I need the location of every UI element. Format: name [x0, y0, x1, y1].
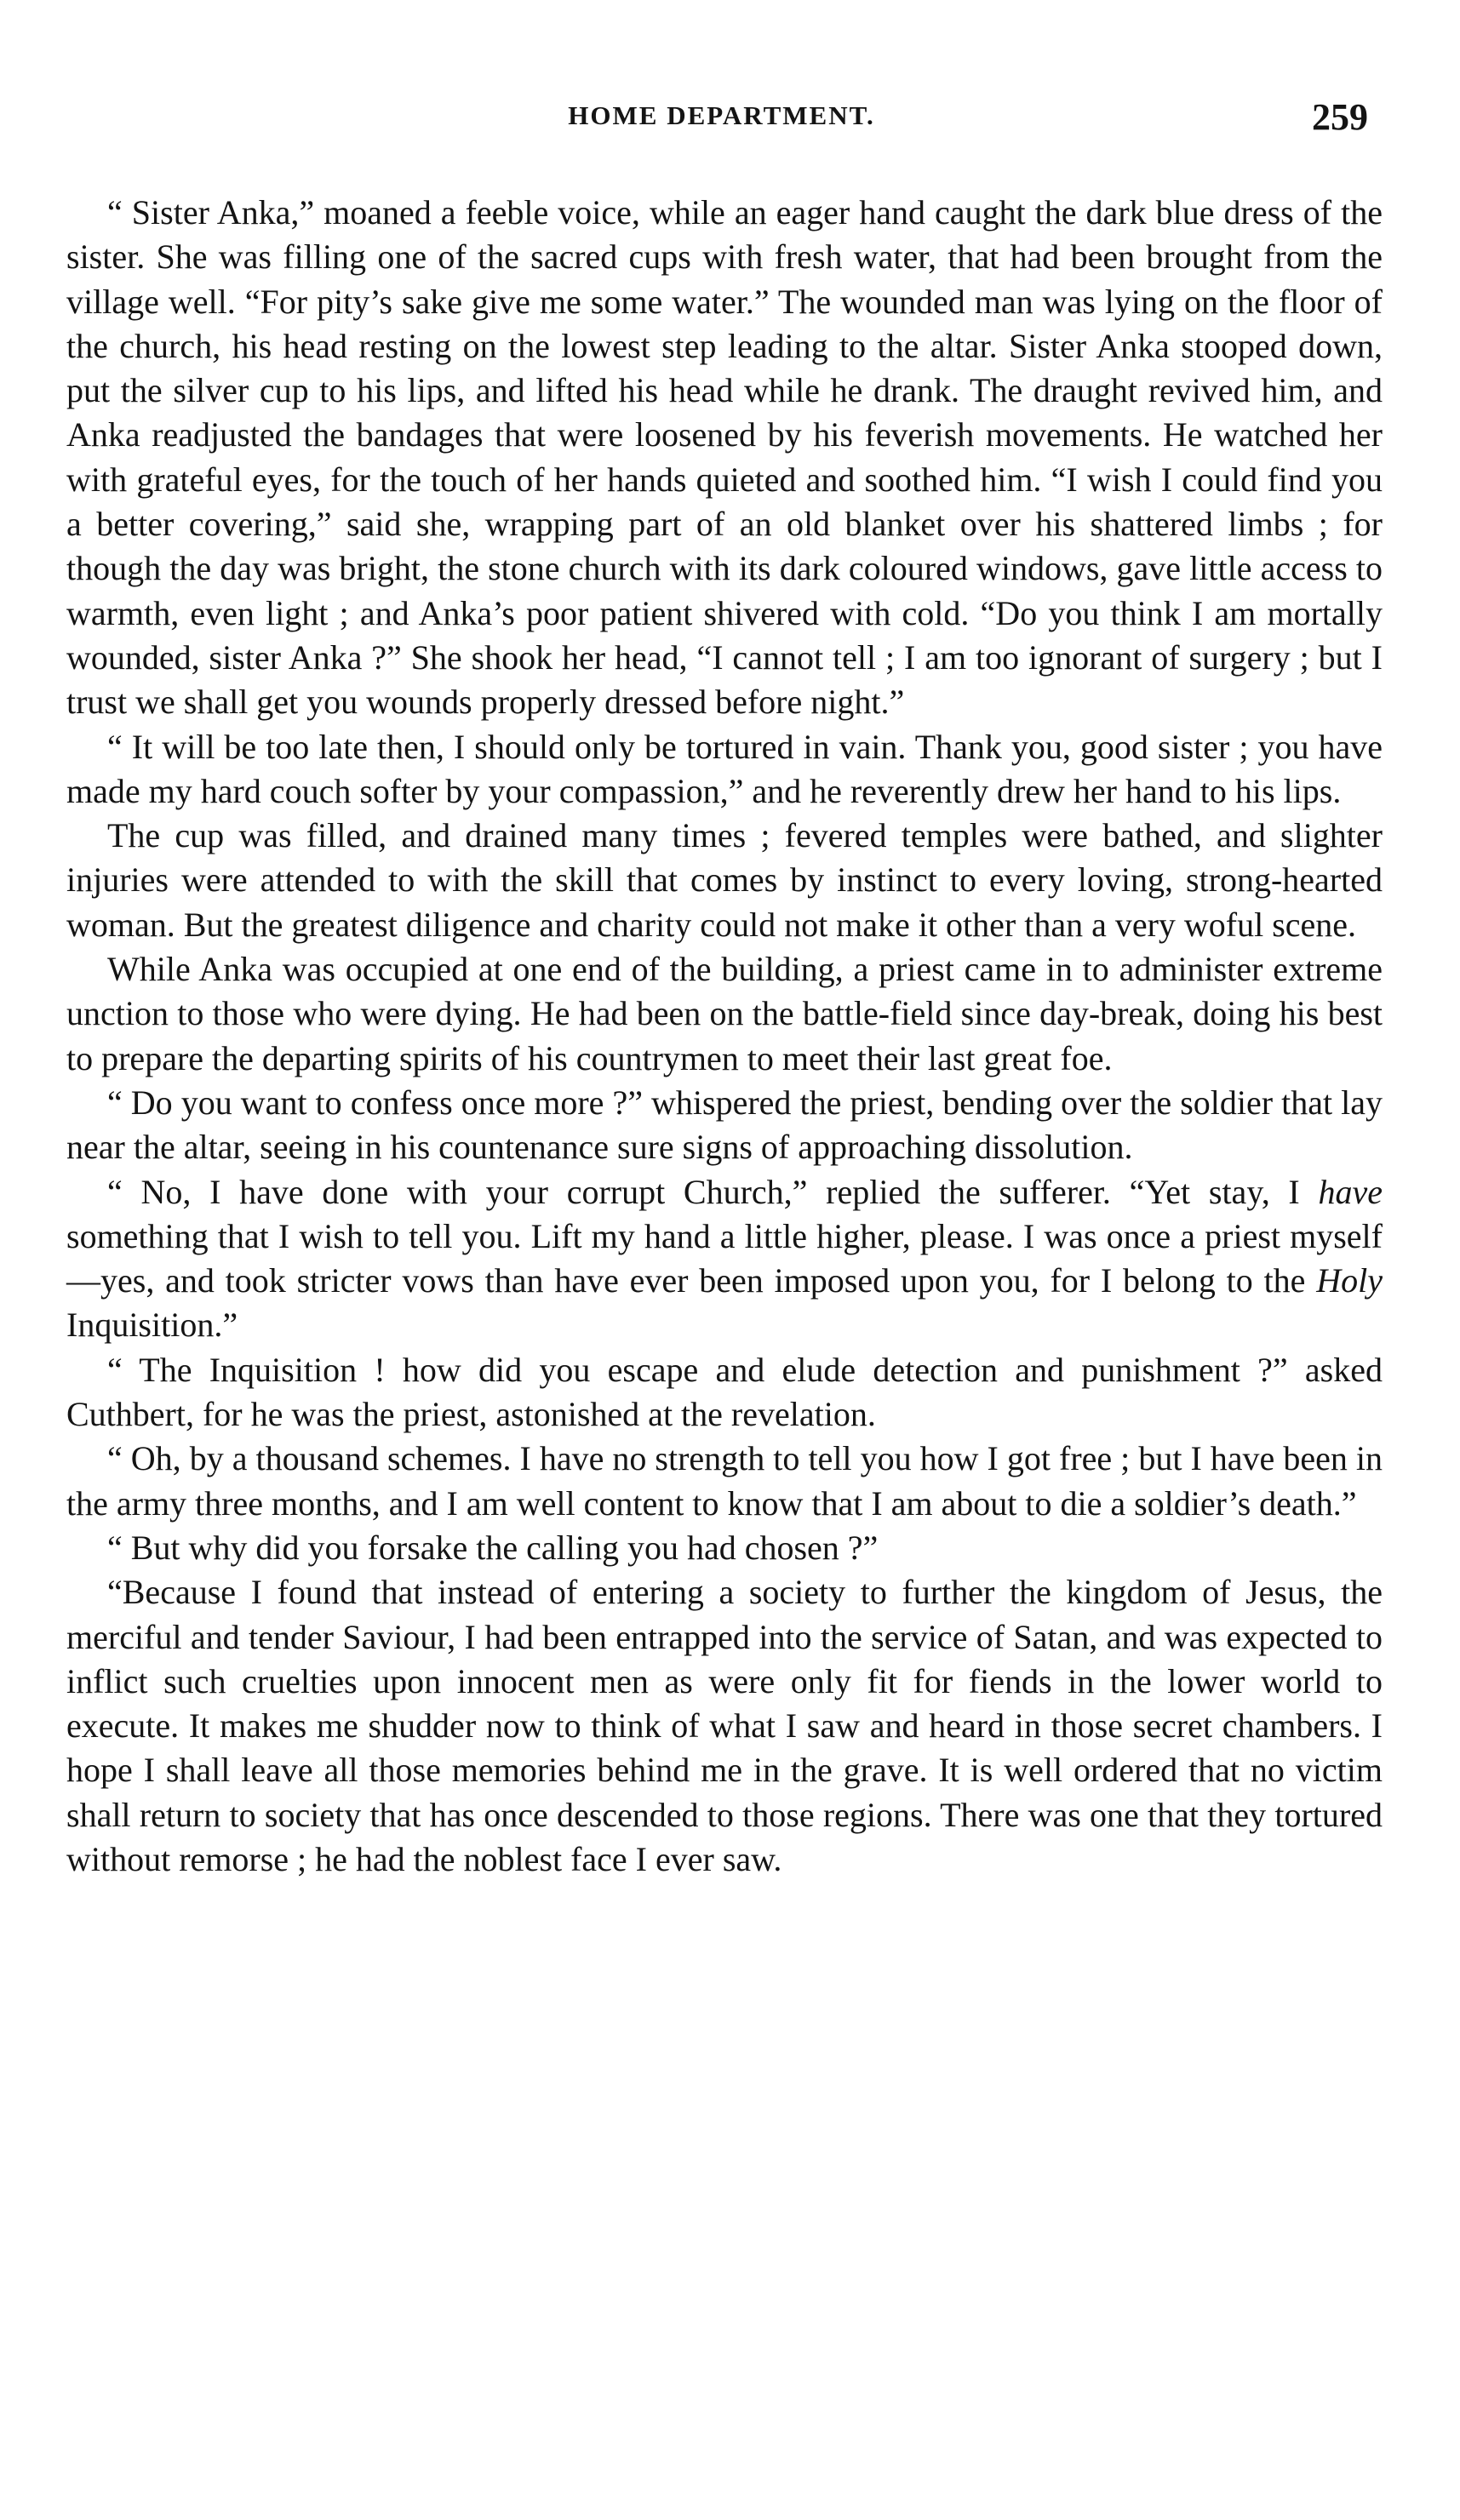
page-number: 259 [1312, 96, 1368, 138]
running-head: HOME DEPARTMENT. [568, 100, 875, 130]
paragraph-cup-filled: The cup was filled, and drained many times ; fevered temples were bathed, and slighter injuries were attended to with the skill that comes by instinct to every loving, strong-hearted woman. But the greatest diligence and charity could not make it other than a very woful scene. [66, 816, 1383, 944]
paragraph-forsake-calling: “ But why did you forsake the calling you had chosen ?” [107, 1528, 879, 1567]
paragraph-sister-anka: “ Sister Anka,” moaned a feeble voice, while an eager hand caught the dark blue dress of the sister. She was filling one of the sacred cups with fresh water, that had been brought from the village well. “For pity’s sake give me some water.” The wounded man was lying on the floor of the church, his head resting on the lowest step leading to the altar. Sister Anka stooped down, put the silver cup to his lips, and lifted his head while he drank. The draught revived him, and Anka readjusted the bandages that were loosened by his feverish movements. He watched her with grateful eyes, for the touch of her hands quieted and soothed him. “I wish I could find you a better covering,” said she, wrapping part of an old blanket over his shattered limbs ; for though the day was bright, the stone church with its dark coloured windows, gave little access to warmth, even light ; and Anka’s poor patient shivered with cold. “Do you think I am mortally wounded, sister Anka ?” She shook her head, “I cannot tell ; I am too ignorant of surgery ; but I trust we shall get you wounds properly dressed before night.” [66, 193, 1383, 722]
paragraph-corrupt-church [66, 1170, 1383, 1348]
paragraph-inquisition: “ The Inquisition ! how did you escape and elude detection and punishment ?” asked Cuthbert, for he was the priest, astonished at the revelation. [66, 1350, 1383, 1434]
paragraph-text: “ No, I have done with your corrupt Church,” replied the sufferer. “Yet stay, I [107, 1172, 1319, 1211]
body-text [66, 191, 1383, 1882]
paragraph-text: something that I wish to tell you. Lift my hand a little higher, please. I was once a priest myself—yes, and took stricter vows than have ever been imposed upon you, for I belong to the [66, 1216, 1383, 1300]
italic-word: have [1318, 1172, 1383, 1211]
paragraph-priest-came: While Anka was occupied at one end of the building, a priest came in to administer extreme unction to those who were dying. He had been on the battle-field since day-break, doing his best to prepare the departing spirits of his countrymen to meet their last great foe. [66, 950, 1383, 1077]
paragraph-too-late: “ It will be too late then, I should only be tortured in vain. Thank you, good sister ; you have made my hard couch softer by your compassion,” and he reverently drew her hand to his lips. [66, 727, 1383, 810]
paragraph-confess: “ Do you want to confess once more ?” whispered the priest, bending over the soldier that lay near the altar, seeing in his countenance sure signs of approaching dissolution. [66, 1083, 1383, 1167]
paragraph-text: Inquisition.” [66, 1306, 238, 1345]
paragraph-because: “Because I found that instead of entering a society to further the kingdom of Jesus, the merciful and tender Saviour, I had been entrapped into the service of Satan, and was expected to inflict such cruelties upon innocent men as were only fit for fiends in the lower world to execute. It makes me shudder now to think of what I saw and heard in those secret chambers. I hope I shall leave all those memories behind me in the grave. It is well ordered that no victim shall return to society that has once descended to those regions. There was one that they tortured without remorse ; he had the noblest face I ever saw. [66, 1573, 1383, 1878]
paragraph-thousand-schemes: “ Oh, by a thousand schemes. I have no strength to tell you how I got free ; but I have been in the army three months, and I am well content to know that I am about to die a soldier’s death.” [66, 1439, 1383, 1523]
page-header [68, 96, 1375, 151]
italic-word: Holy [1316, 1261, 1383, 1300]
